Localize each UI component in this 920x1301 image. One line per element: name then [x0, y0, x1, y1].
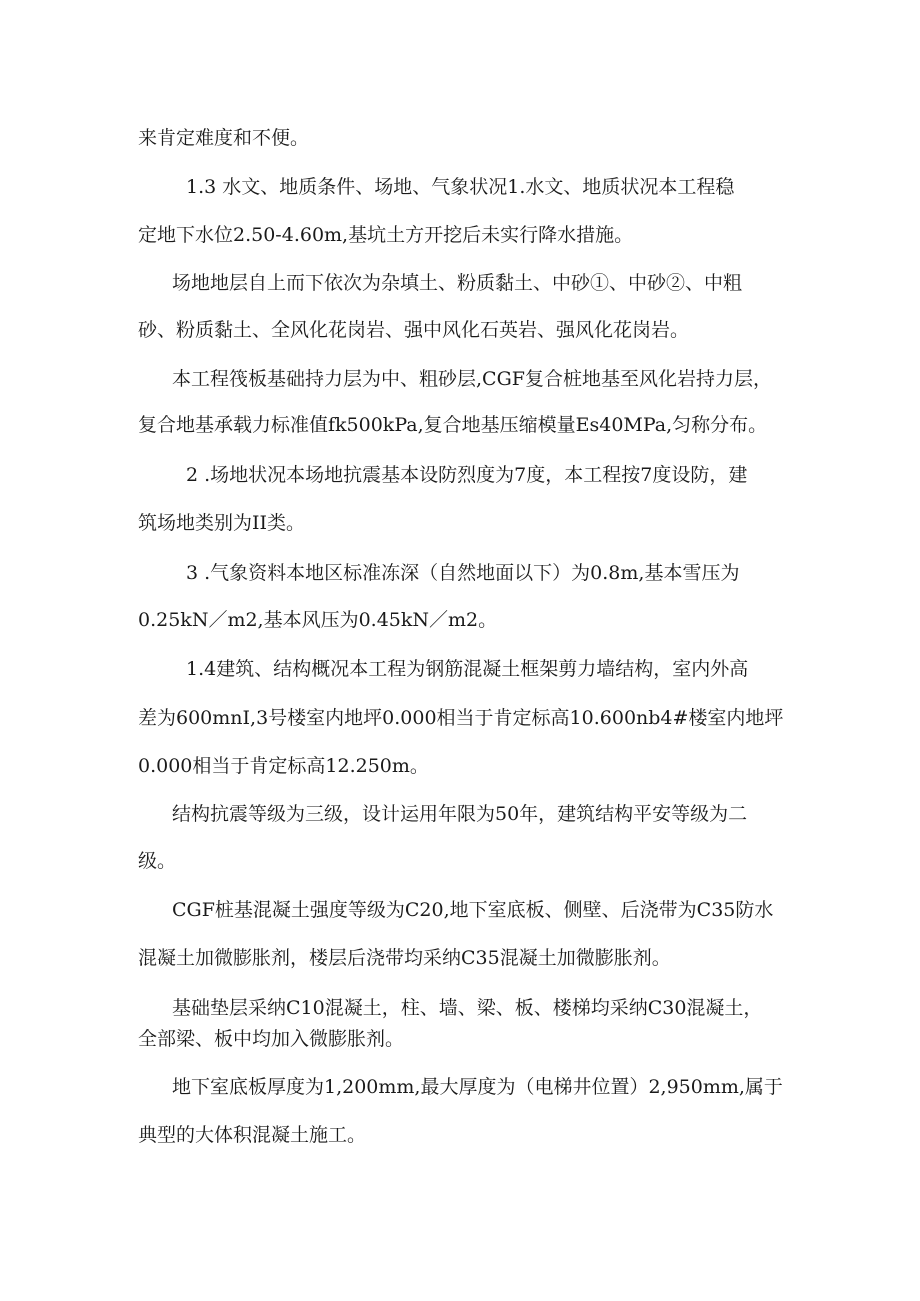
text-line: 场地地层自上而下依次为杂填土、粉质黏土、中砂①、中砂②、中粗 — [172, 272, 743, 294]
text-line: 定地下水位2.50-4.60m,基坑土方开挖后未实行降水措施。 — [138, 224, 634, 246]
text-line: 级。 — [138, 850, 177, 872]
text-line: 混凝土加微膨胀剂，楼层后浇带均采纳C35混凝土加微膨胀剂。 — [138, 947, 671, 969]
text-line: 全部梁、板中均加入微膨胀剂。 — [138, 1028, 405, 1050]
text-line: 来肯定难度和不便。 — [138, 127, 310, 149]
text-line: CGF桩基混凝土强度等级为C20,地下室底板、侧壁、后浇带为C35防水 — [172, 899, 774, 921]
text-line: 0.000相当于肯定标高12.250m。 — [138, 755, 429, 777]
text-line: 结构抗震等级为三级，设计运用年限为50年，建筑结构平安等级为二 — [172, 803, 748, 825]
text-line: 差为600mnI,3号楼室内地坪0.000相当于肯定标高10.600nb4#楼室内地坪 — [138, 707, 784, 729]
text-line: 典型的大体积混凝土施工。 — [138, 1124, 367, 1146]
text-line: 地下室底板厚度为1,200mm,最大厚度为（电梯井位置）2,950mm,属于 — [172, 1076, 783, 1098]
text-line: 0.25kN／m2,基本风压为0.45kN／m2。 — [138, 609, 498, 631]
section-heading-1-4: 1.4建筑、结构概况本工程为钢筋混凝土框架剪力墙结构，室内外高 — [186, 658, 749, 680]
text-line: 砂、粉质黏土、全风化花岗岩、强中风化石英岩、强风化花岗岩。 — [138, 319, 690, 341]
text-line: 2 .场地状况本场地抗震基本设防烈度为7度，本工程按7度设防，建 — [186, 464, 748, 486]
text-line: 复合地基承载力标准值fk500kPa,复合地基压缩模量Es40MPa,匀称分布。 — [138, 414, 768, 436]
section-heading-1-3: 1.3 水文、地质条件、场地、气象状况1.水文、地质状况本工程稳 — [186, 176, 735, 198]
text-line: 基础垫层采纳C10混凝土，柱、墙、梁、板、楼梯均采纳C30混凝土， — [172, 997, 763, 1019]
text-line: 筑场地类别为II类。 — [138, 512, 306, 534]
text-line: 本工程筏板基础持力层为中、粗砂层,CGF复合桩地基至风化岩持力层， — [172, 368, 772, 390]
text-line: 3 .气象资料本地区标准冻深（自然地面以下）为0.8m,基本雪压为 — [186, 562, 740, 584]
